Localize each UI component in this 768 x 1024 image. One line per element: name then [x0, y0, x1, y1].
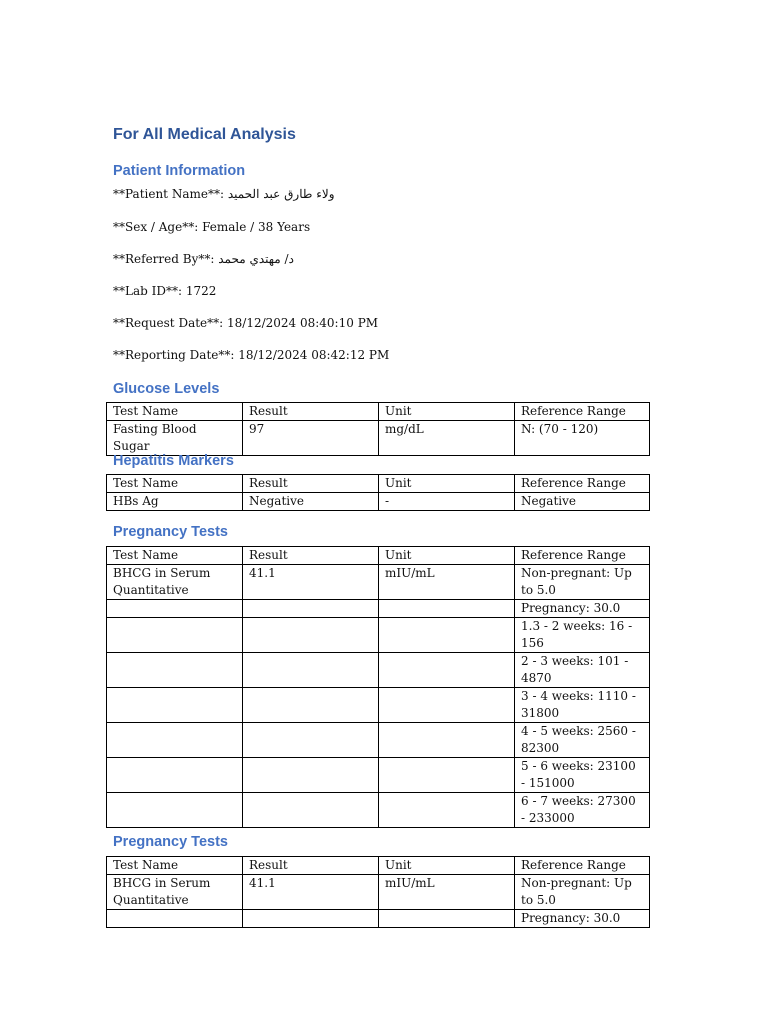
header-unit: Unit — [379, 403, 515, 421]
header-reference-range: Reference Range — [515, 403, 650, 421]
patient-name-field — [113, 186, 335, 202]
cell-test-name — [107, 618, 243, 653]
table-row — [107, 493, 650, 511]
cell-reference-range: 6 - 7 weeks: 27300 - 233000 — [515, 793, 650, 828]
cell-unit — [379, 600, 515, 618]
header-test-name: Test Name — [107, 475, 243, 493]
pregnancy-tests-table-2 — [106, 856, 650, 928]
cell-result: 41.1 — [243, 565, 379, 600]
header-reference-range: Reference Range — [515, 475, 650, 493]
cell-result — [243, 910, 379, 928]
referred-by-field — [113, 251, 294, 267]
hepatitis-heading: Hepatitis Markers — [113, 453, 234, 469]
document-title: For All Medical Analysis — [113, 126, 296, 143]
cell-unit: mIU/mL — [379, 875, 515, 910]
cell-test-name: HBs Ag — [107, 493, 243, 511]
cell-unit — [379, 688, 515, 723]
cell-test-name: Fasting Blood Sugar — [107, 421, 243, 456]
request-date-field — [113, 315, 378, 331]
cell-result — [243, 758, 379, 793]
cell-reference-range: 2 - 3 weeks: 101 - 4870 — [515, 653, 650, 688]
cell-result — [243, 618, 379, 653]
reporting-date-value: 18/12/2024 08:42:12 PM — [238, 348, 390, 362]
cell-reference-range: Non-pregnant: Up to 5.0 — [515, 565, 650, 600]
cell-unit — [379, 758, 515, 793]
cell-result — [243, 688, 379, 723]
cell-unit — [379, 723, 515, 758]
cell-test-name — [107, 758, 243, 793]
table-row — [107, 723, 650, 758]
lab-id-value: 1722 — [185, 284, 217, 298]
field-label: **Request Date**: — [113, 316, 227, 330]
field-label: **Patient Name**: — [113, 187, 228, 201]
patient-info-heading: Patient Information — [113, 163, 246, 179]
request-date-value: 18/12/2024 08:40:10 PM — [227, 316, 379, 330]
pregnancy-tests-heading: Pregnancy Tests — [113, 524, 228, 540]
cell-unit: mg/dL — [379, 421, 515, 456]
table-header-row — [107, 857, 650, 875]
field-label: **Lab ID**: — [113, 284, 186, 298]
header-reference-range: Reference Range — [515, 857, 650, 875]
cell-result: 41.1 — [243, 875, 379, 910]
pregnancy-tests-table — [106, 546, 650, 828]
table-row — [107, 910, 650, 928]
header-result: Result — [243, 475, 379, 493]
cell-result — [243, 723, 379, 758]
cell-test-name — [107, 653, 243, 688]
pregnancy-tests-heading-2: Pregnancy Tests — [113, 834, 228, 850]
table-row — [107, 793, 650, 828]
cell-test-name — [107, 600, 243, 618]
cell-reference-range: 3 - 4 weeks: 1110 - 31800 — [515, 688, 650, 723]
cell-result: Negative — [243, 493, 379, 511]
table-row — [107, 565, 650, 600]
cell-unit: - — [379, 493, 515, 511]
header-reference-range: Reference Range — [515, 547, 650, 565]
table-row — [107, 758, 650, 793]
glucose-table — [106, 402, 650, 456]
header-unit: Unit — [379, 857, 515, 875]
cell-reference-range: 4 - 5 weeks: 2560 - 82300 — [515, 723, 650, 758]
cell-reference-range: Pregnancy: 30.0 — [515, 910, 650, 928]
table-row — [107, 688, 650, 723]
cell-test-name: BHCG in Serum Quantitative — [107, 875, 243, 910]
cell-test-name — [107, 793, 243, 828]
header-unit: Unit — [379, 547, 515, 565]
cell-reference-range: 1.3 - 2 weeks: 16 - 156 — [515, 618, 650, 653]
cell-result: 97 — [243, 421, 379, 456]
cell-result — [243, 600, 379, 618]
table-row — [107, 600, 650, 618]
table-header-row — [107, 403, 650, 421]
cell-unit: mIU/mL — [379, 565, 515, 600]
field-label: **Reporting Date**: — [113, 348, 239, 362]
header-test-name: Test Name — [107, 857, 243, 875]
field-label: **Referred By**: — [113, 252, 219, 266]
cell-unit — [379, 793, 515, 828]
header-test-name: Test Name — [107, 403, 243, 421]
header-result: Result — [243, 403, 379, 421]
cell-test-name — [107, 723, 243, 758]
table-header-row — [107, 475, 650, 493]
header-result: Result — [243, 547, 379, 565]
header-result: Result — [243, 857, 379, 875]
glucose-heading: Glucose Levels — [113, 381, 220, 397]
hepatitis-table — [106, 474, 650, 511]
lab-id-field — [113, 283, 216, 299]
table-row — [107, 875, 650, 910]
cell-result — [243, 653, 379, 688]
patient-name-value: ولاء طارق عبد الحميد — [227, 187, 335, 201]
cell-test-name: BHCG in Serum Quantitative — [107, 565, 243, 600]
referred-by-value: د/ مهتدي محمد — [218, 252, 294, 266]
cell-test-name — [107, 910, 243, 928]
table-row — [107, 618, 650, 653]
field-label: **Sex / Age**: — [113, 220, 203, 234]
sex-age-value: Female / 38 Years — [202, 220, 311, 234]
cell-reference-range: Negative — [515, 493, 650, 511]
header-unit: Unit — [379, 475, 515, 493]
sex-age-field — [113, 219, 310, 235]
table-header-row — [107, 547, 650, 565]
cell-test-name — [107, 688, 243, 723]
cell-unit — [379, 618, 515, 653]
cell-reference-range: N: (70 - 120) — [515, 421, 650, 456]
table-row — [107, 653, 650, 688]
reporting-date-field — [113, 347, 389, 363]
cell-reference-range: 5 - 6 weeks: 23100 - 151000 — [515, 758, 650, 793]
cell-reference-range: Pregnancy: 30.0 — [515, 600, 650, 618]
cell-reference-range: Non-pregnant: Up to 5.0 — [515, 875, 650, 910]
header-test-name: Test Name — [107, 547, 243, 565]
cell-unit — [379, 653, 515, 688]
cell-unit — [379, 910, 515, 928]
cell-result — [243, 793, 379, 828]
